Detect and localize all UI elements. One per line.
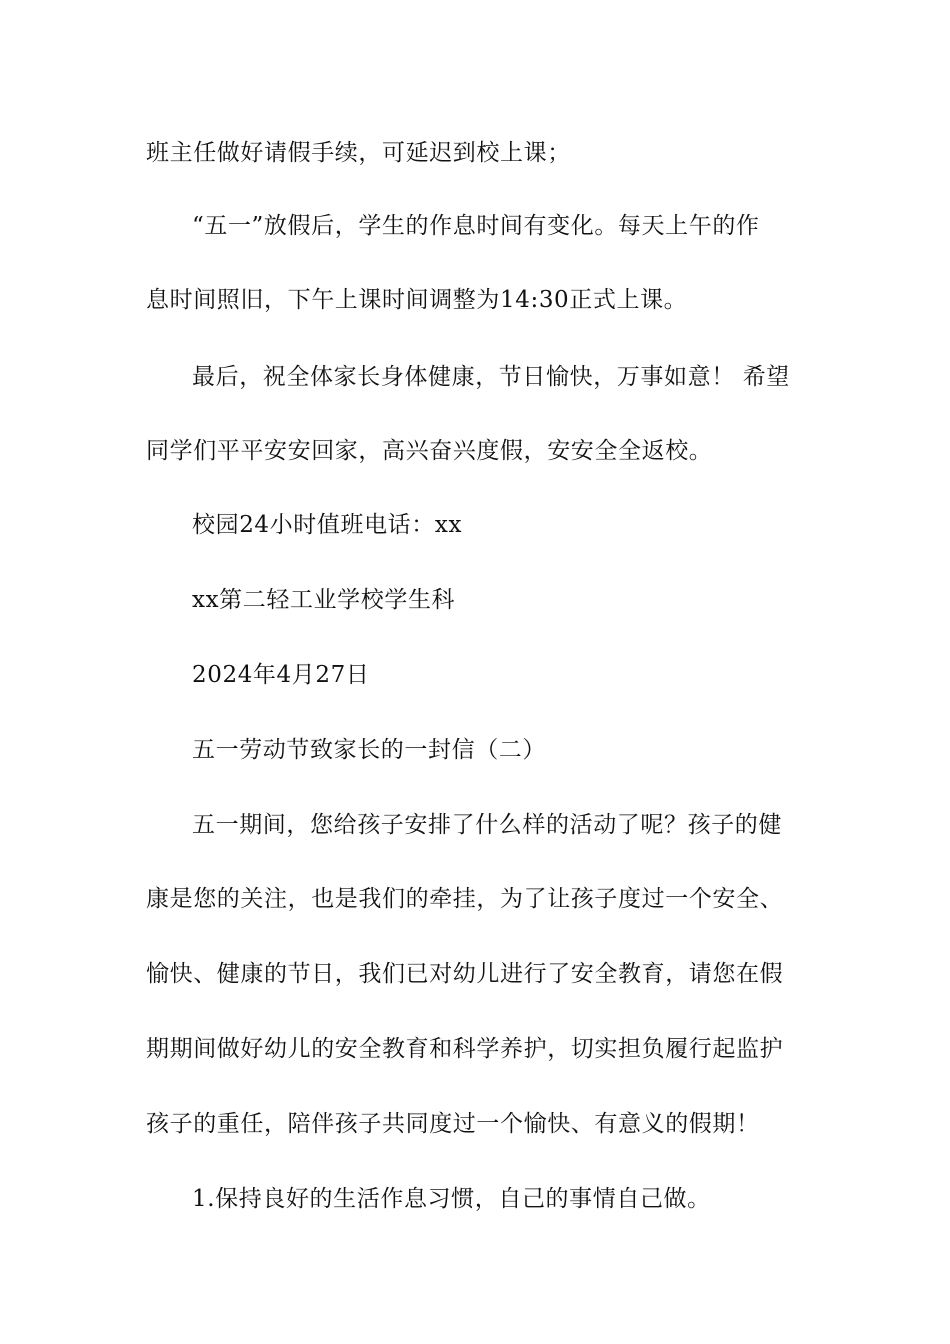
paragraph-line: 息时间照旧，下午上课时间调整为14:30正式上课。 [146,287,688,313]
signature-line: xx第二轻工业学校学生科 [192,587,456,613]
paragraph-line: 愉快、健康的节日，我们已对幼儿进行了安全教育，请您在假 [146,961,784,987]
section-title: 五一劳动节致家长的一封信（二） [192,737,546,763]
paragraph-line: “五一”放假后，学生的作息时间有变化。每天上午的作 [192,213,760,239]
phone-line: 校园24小时值班电话：xx [192,512,463,538]
list-item: 1.保持良好的生活作息习惯，自己的事情自己做。 [192,1186,711,1212]
paragraph-line: 最后，祝全体家长身体健康，节日愉快，万事如意！ 希望 [192,364,790,390]
paragraph-line: 同学们平平安安回家，高兴奋兴度假，安安全全返校。 [146,438,713,464]
paragraph-line: 五一期间，您给孩子安排了什么样的活动了呢？孩子的健 [192,812,782,838]
paragraph-line: 孩子的重任，陪伴孩子共同度过一个愉快、有意义的假期！ [146,1111,760,1137]
paragraph-line: 期期间做好幼儿的安全教育和科学养护，切实担负履行起监护 [146,1036,784,1062]
paragraph-line: 康是您的关注，也是我们的牵挂，为了让孩子度过一个安全、 [146,886,784,912]
date-line: 2024年4月27日 [192,662,370,688]
paragraph-line: 班主任做好请假手续，可延迟到校上课； [146,140,571,166]
